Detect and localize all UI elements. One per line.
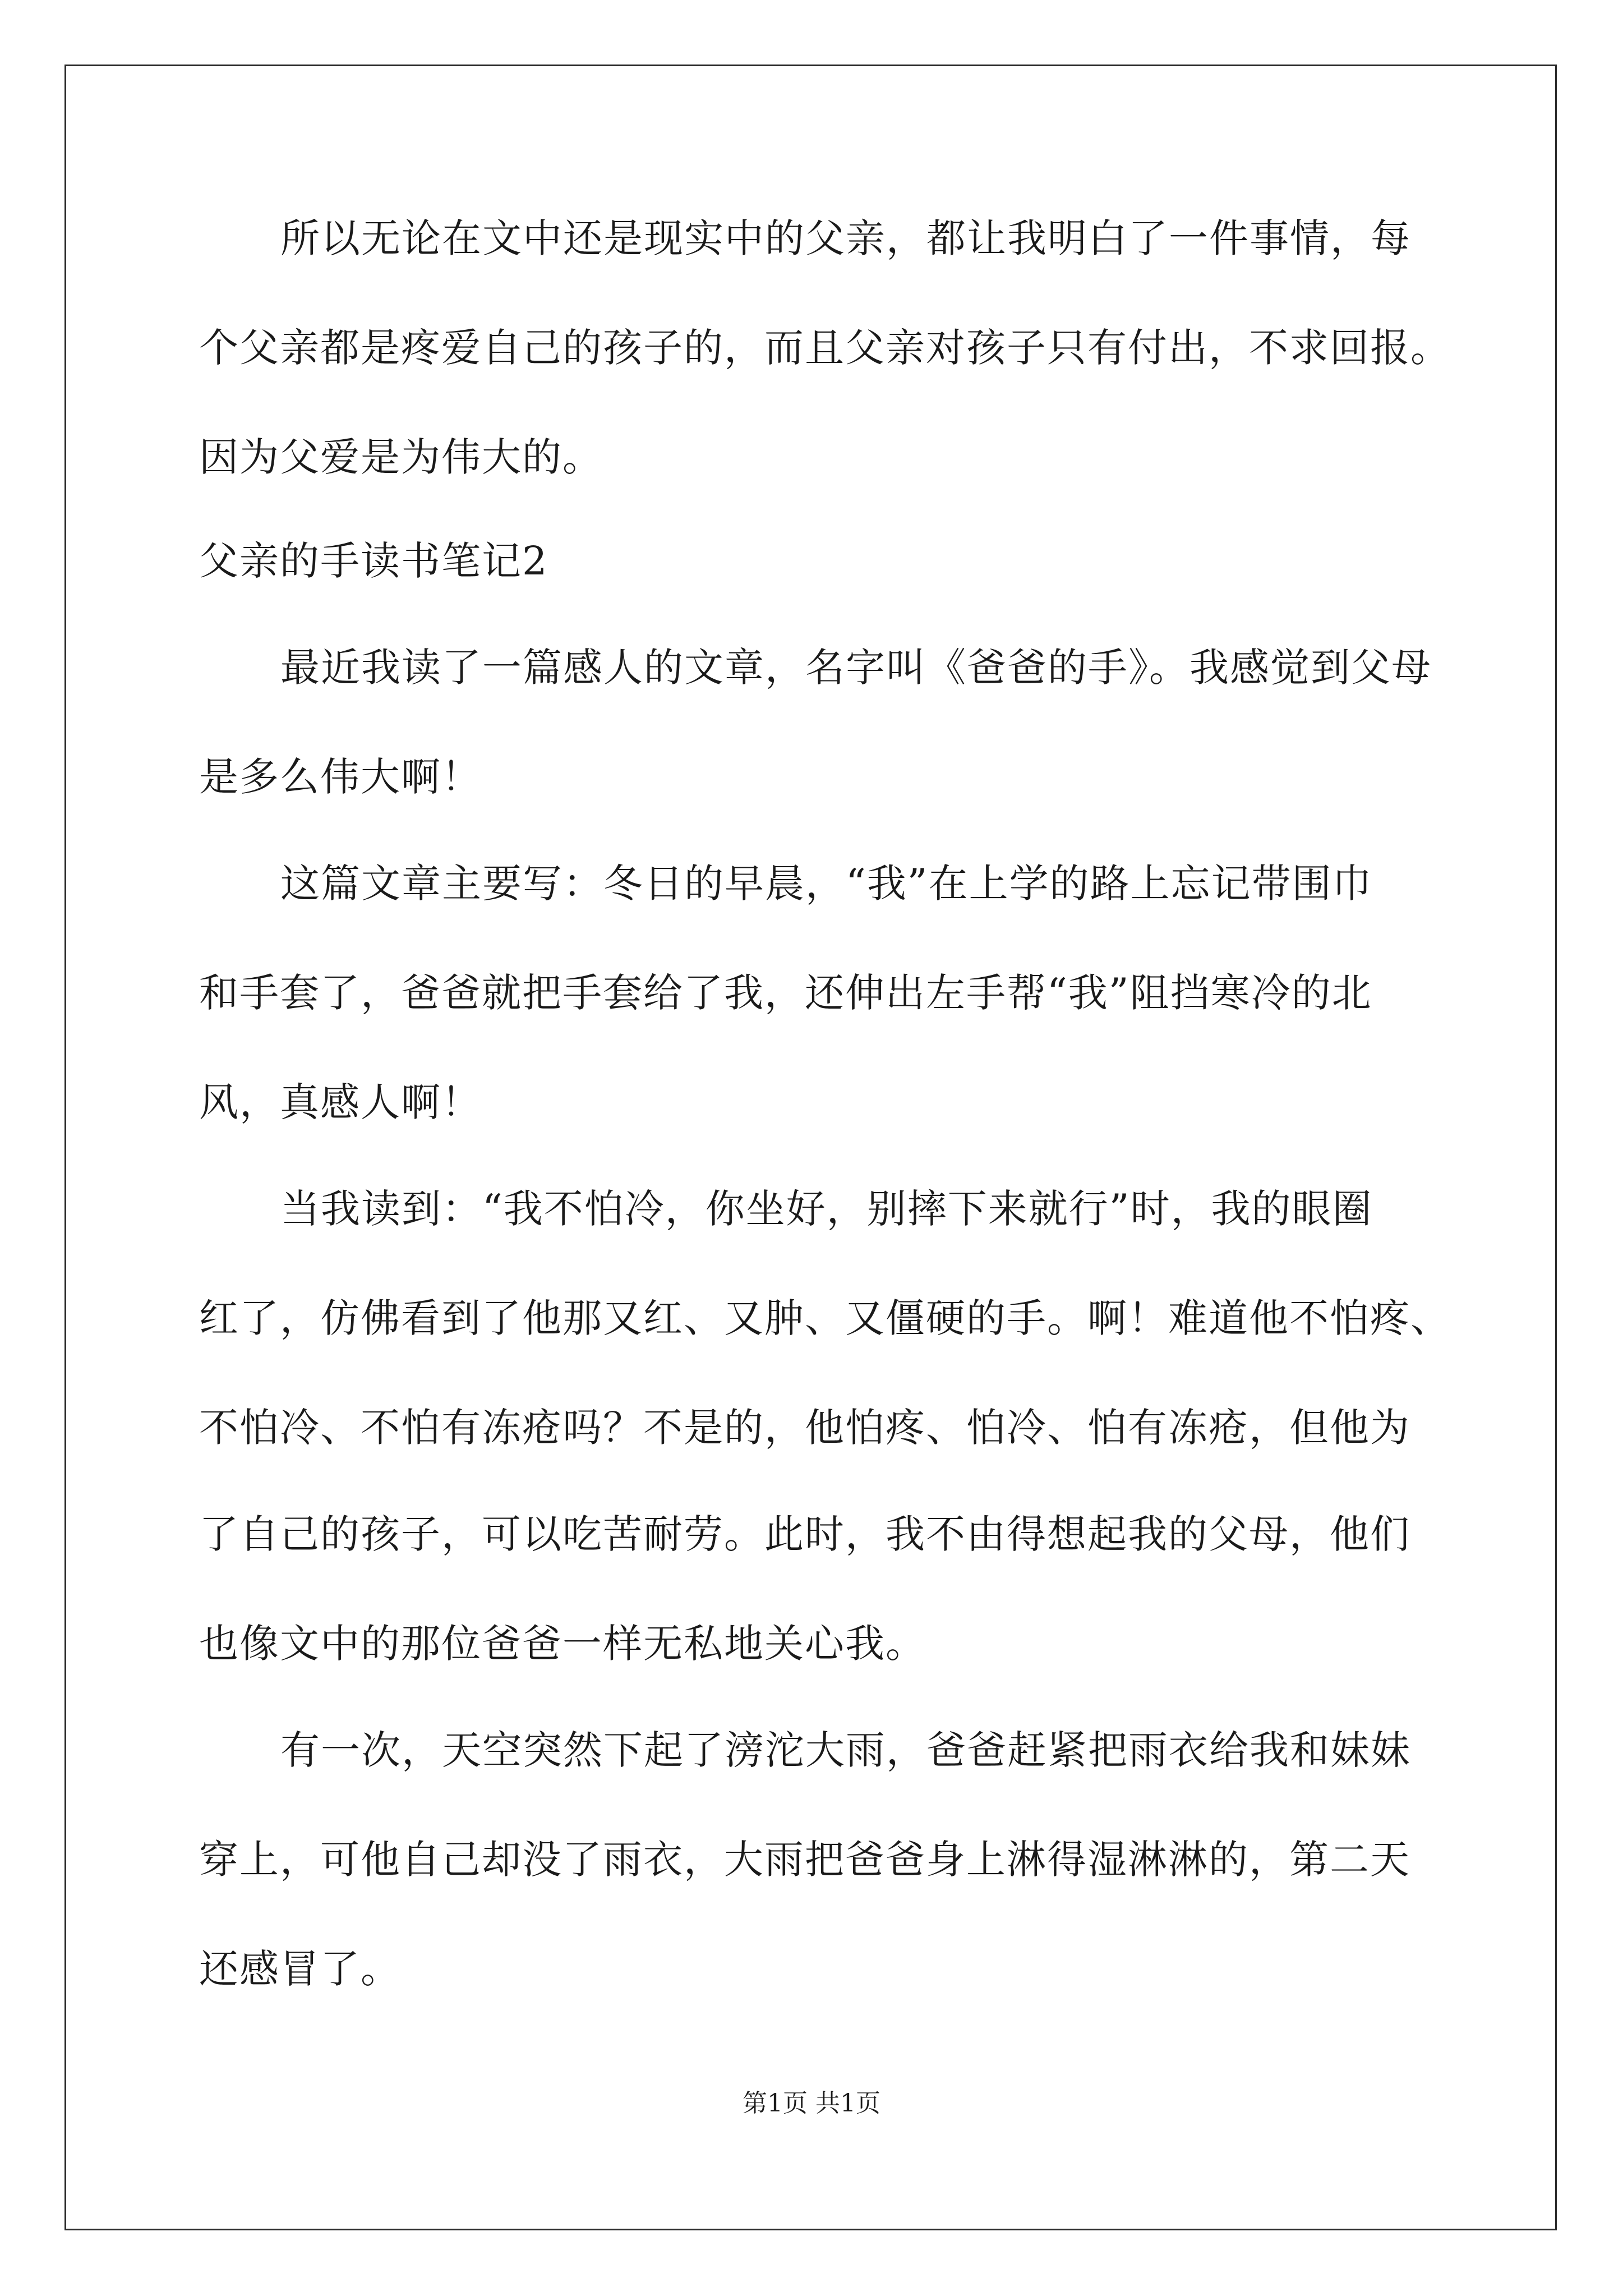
paragraph-2-line-1: 最近我读了一篇感人的文章，名字叫《爸爸的手》。我感觉到父母 [280,645,1432,691]
paragraph-4-line-5: 也像文中的那位爸爸一样无私地关心我。 [199,1621,926,1667]
paragraph-3-line-3: 风，真感人啊！ [199,1079,482,1125]
paragraph-4-line-4: 了自己的孩子，可以吃苦耐劳。此时，我不由得想起我的父母，他们 [199,1511,1410,1557]
paragraph-3-line-1: 这篇文章主要写：冬日的早晨，“我”在上学的路上忘记带围巾 [280,861,1373,907]
paragraph-5-line-3: 还感冒了。 [199,1946,401,1992]
paragraph-4-line-1: 当我读到：“我不怕冷，你坐好，别摔下来就行”时，我的眼圈 [280,1186,1373,1232]
paragraph-1-line-3: 因为父爱是为伟大的。 [199,434,603,480]
page-number-footer: 第1页 共1页 [743,2089,880,2118]
paragraph-4-line-3: 不怕冷、不怕有冻疮吗？不是的，他怕疼、怕冷、怕有冻疮，但他为 [199,1405,1410,1451]
paragraph-3-line-2: 和手套了，爸爸就把手套给了我，还伸出左手帮“我”阻挡寒冷的北 [199,970,1372,1016]
section-heading: 父亲的手读书笔记2 [199,538,548,584]
page-border [64,65,1557,2230]
paragraph-5-line-1: 有一次，天空突然下起了滂沱大雨，爸爸赶紧把雨衣给我和妹妹 [280,1727,1411,1773]
paragraph-1-line-1: 所以无论在文中还是现实中的父亲，都让我明白了一件事情，每 [280,215,1411,261]
paragraph-5-line-2: 穿上，可他自己却没了雨衣，大雨把爸爸身上淋得湿淋淋的，第二天 [199,1837,1410,1883]
paragraph-2-line-2: 是多么伟大啊！ [199,754,482,800]
paragraph-1-line-2: 个父亲都是疼爱自己的孩子的，而且父亲对孩子只有付出，不求回报。 [199,325,1451,371]
paragraph-4-line-2: 红了，仿佛看到了他那又红、又肿、又僵硬的手。啊！难道他不怕疼、 [199,1295,1451,1341]
